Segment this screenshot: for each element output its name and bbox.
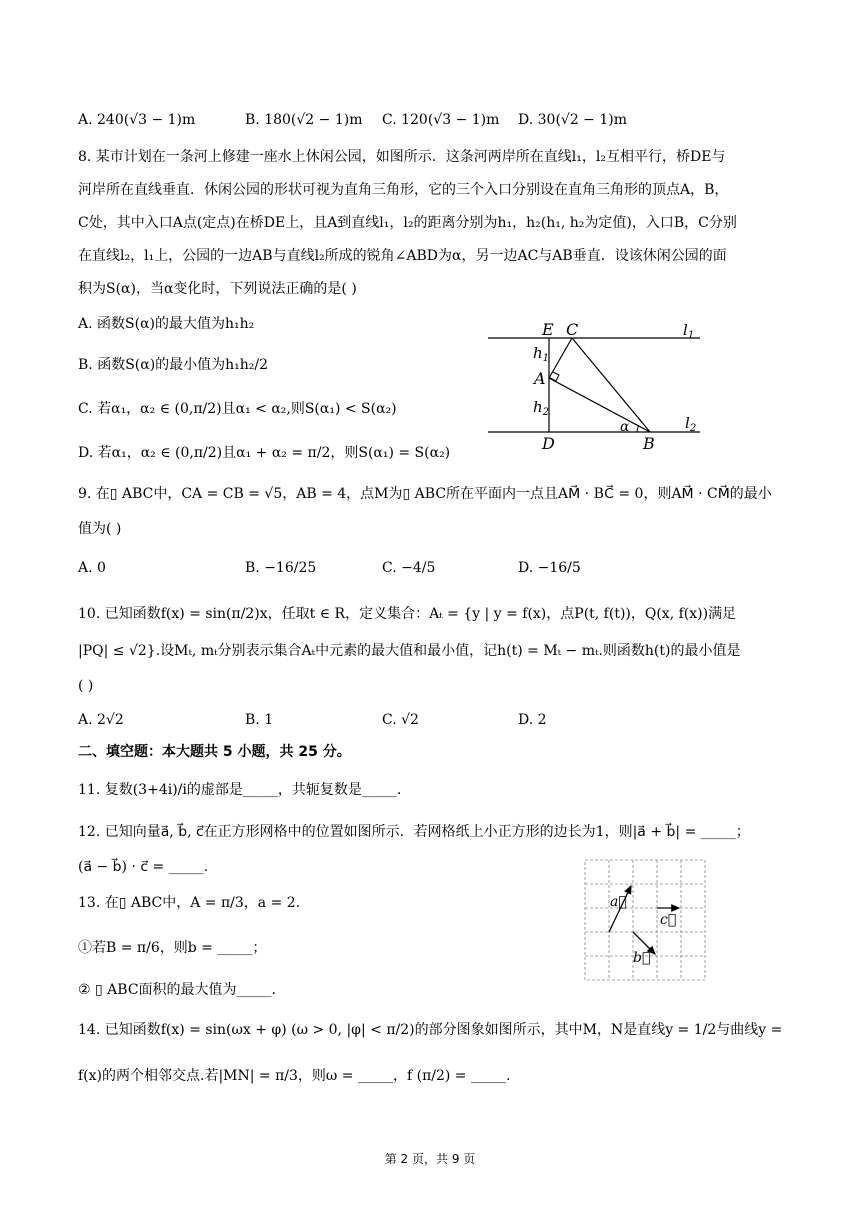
segment-ac — [549, 338, 572, 378]
q14-stem-line-2: f(x)的两个相邻交点.若|MN| = π/3，则ω = _____，f (π/2) = _____. — [78, 1068, 511, 1084]
label-a: A — [534, 369, 546, 388]
q13-part-2: ② ▯ ABC面积的最大值为_____. — [78, 982, 276, 998]
q7-option-b: B. 180(√2 − 1)m — [245, 112, 363, 128]
label-vector-b: b⃗ — [633, 950, 651, 966]
q13-part-1: ①若B = π/6，则b = _____； — [78, 940, 267, 956]
label-c: C — [566, 320, 579, 339]
q8-river-park-figure — [480, 316, 710, 456]
q8-option-c: C. 若α₁，α₂ ∈ (0,π/2)且α₁ < α₂,则S(α₁) < S(α₂) — [78, 401, 397, 417]
label-vector-a: a⃗ — [610, 894, 627, 910]
q8-stem-line-5: 积为S(α)，当α变化时，下列说法正确的是( ) — [78, 281, 357, 297]
q13-stem: 13. 在▯ ABC中，A = π/3，a = 2. — [78, 895, 301, 911]
q9-option-a: A. 0 — [78, 560, 106, 576]
q10-stem-line-2: |PQ| ≤ √2}.设Mₜ, mₜ分别表示集合Aₜ中元素的最大值和最小值，记h(t) = Mₜ − mₜ.则函数h(t)的最小值是 — [78, 643, 741, 659]
q8-option-d: D. 若α₁，α₂ ∈ (0,π/2)且α₁ + α₂ = π/2，则S(α₁) = S(α₂) — [78, 445, 451, 461]
label-h2: $h_2$ — [533, 398, 550, 418]
q9-option-d: D. −16/5 — [518, 560, 581, 576]
segment-cb — [572, 338, 650, 432]
section-heading-fill-in: 二、填空题：本大题共 5 小题，共 25 分。 — [78, 744, 351, 760]
label-d: D — [542, 434, 555, 453]
q7-option-a: A. 240(√3 − 1)m — [78, 112, 196, 128]
q7-option-d: D. 30(√2 − 1)m — [518, 112, 628, 128]
q8-stem-line-3: C处，其中入口A点(定点)在桥DE上，且A到直线l₁，l₂的距离分别为h₁，h₂(h₁, h₂为定值)，入口B，C分别 — [78, 215, 737, 231]
q8-option-b: B. 函数S(α)的最小值为h₁h₂/2 — [78, 357, 269, 373]
q9-stem-line-1: 9. 在▯ ABC中，CA = CB = √5，AB = 4，点M为▯ ABC所在平面内一点且AM⃗ · BC⃗ = 0，则AM⃗ · CM⃗的最小 — [78, 486, 772, 502]
q8-option-a: A. 函数S(α)的最大值为h₁h₂ — [78, 316, 255, 332]
q9-option-c: C. −4/5 — [382, 560, 436, 576]
q8-stem-line-4: 在直线l₂，l₁上，公园的一边AB与直线l₂所成的锐角∠ABD为α，另一边AC与AB垂直．设该休闲公园的面 — [78, 248, 727, 264]
label-l1: $l_1$ — [683, 321, 695, 341]
alpha-arc — [637, 426, 639, 432]
label-e: E — [542, 320, 554, 339]
q14-stem-line-1: 14. 已知函数f(x) = sin(ωx + φ) (ω > 0, |φ| < π/2)的部分图象如图所示，其中M，N是直线y = 1/2与曲线y = — [78, 1022, 783, 1038]
q10-option-d: D. 2 — [518, 712, 547, 728]
q10-option-a: A. 2√2 — [78, 712, 124, 728]
q8-stem-line-1: 8. 某市计划在一条河上修建一座水上休闲公园，如图所示．这条河两岸所在直线l₁，l₂互相平行，桥DE与 — [78, 149, 726, 165]
q9-stem-line-2: 值为( ) — [78, 521, 122, 537]
q11-stem: 11. 复数(3+4i)/i的虚部是_____，共轭复数是_____. — [78, 782, 402, 798]
label-h1: $h_1$ — [533, 344, 550, 364]
q8-stem-line-2: 河岸所在直线垂直．休闲公园的形状可视为直角三角形，它的三个入口分别设在直角三角形的顶点A，B， — [78, 182, 729, 198]
label-alpha: α — [620, 419, 630, 435]
q10-stem-line-3: ( ) — [78, 678, 94, 694]
q12-vector-grid-figure — [580, 856, 710, 984]
q10-option-c: C. √2 — [382, 712, 419, 728]
segment-ab — [549, 378, 650, 432]
q12-stem-line-2: (a⃗ − b⃗) · c⃗ = _____. — [78, 859, 209, 875]
q9-option-b: B. −16/25 — [245, 560, 317, 576]
page-footer: 第 2 页，共 9 页 — [384, 1152, 476, 1166]
q12-stem-line-1: 12. 已知向量a⃗, b⃗, c⃗在正方形网格中的位置如图所示．若网格纸上小正方形的边长为1，则|a⃗ + b⃗| = _____； — [78, 824, 750, 840]
label-vector-c: c⃗ — [660, 912, 677, 928]
q7-option-c: C. 120(√3 − 1)m — [382, 112, 500, 128]
q10-option-b: B. 1 — [245, 712, 274, 728]
q10-stem-line-1: 10. 已知函数f(x) = sin(π/2)x，任取t ∈ R，定义集合：Aₜ = {y | y = f(x)，点P(t, f(t))，Q(x, f(x))满足 — [78, 606, 737, 622]
label-b: B — [643, 434, 655, 453]
label-l2: $l_2$ — [685, 414, 697, 434]
